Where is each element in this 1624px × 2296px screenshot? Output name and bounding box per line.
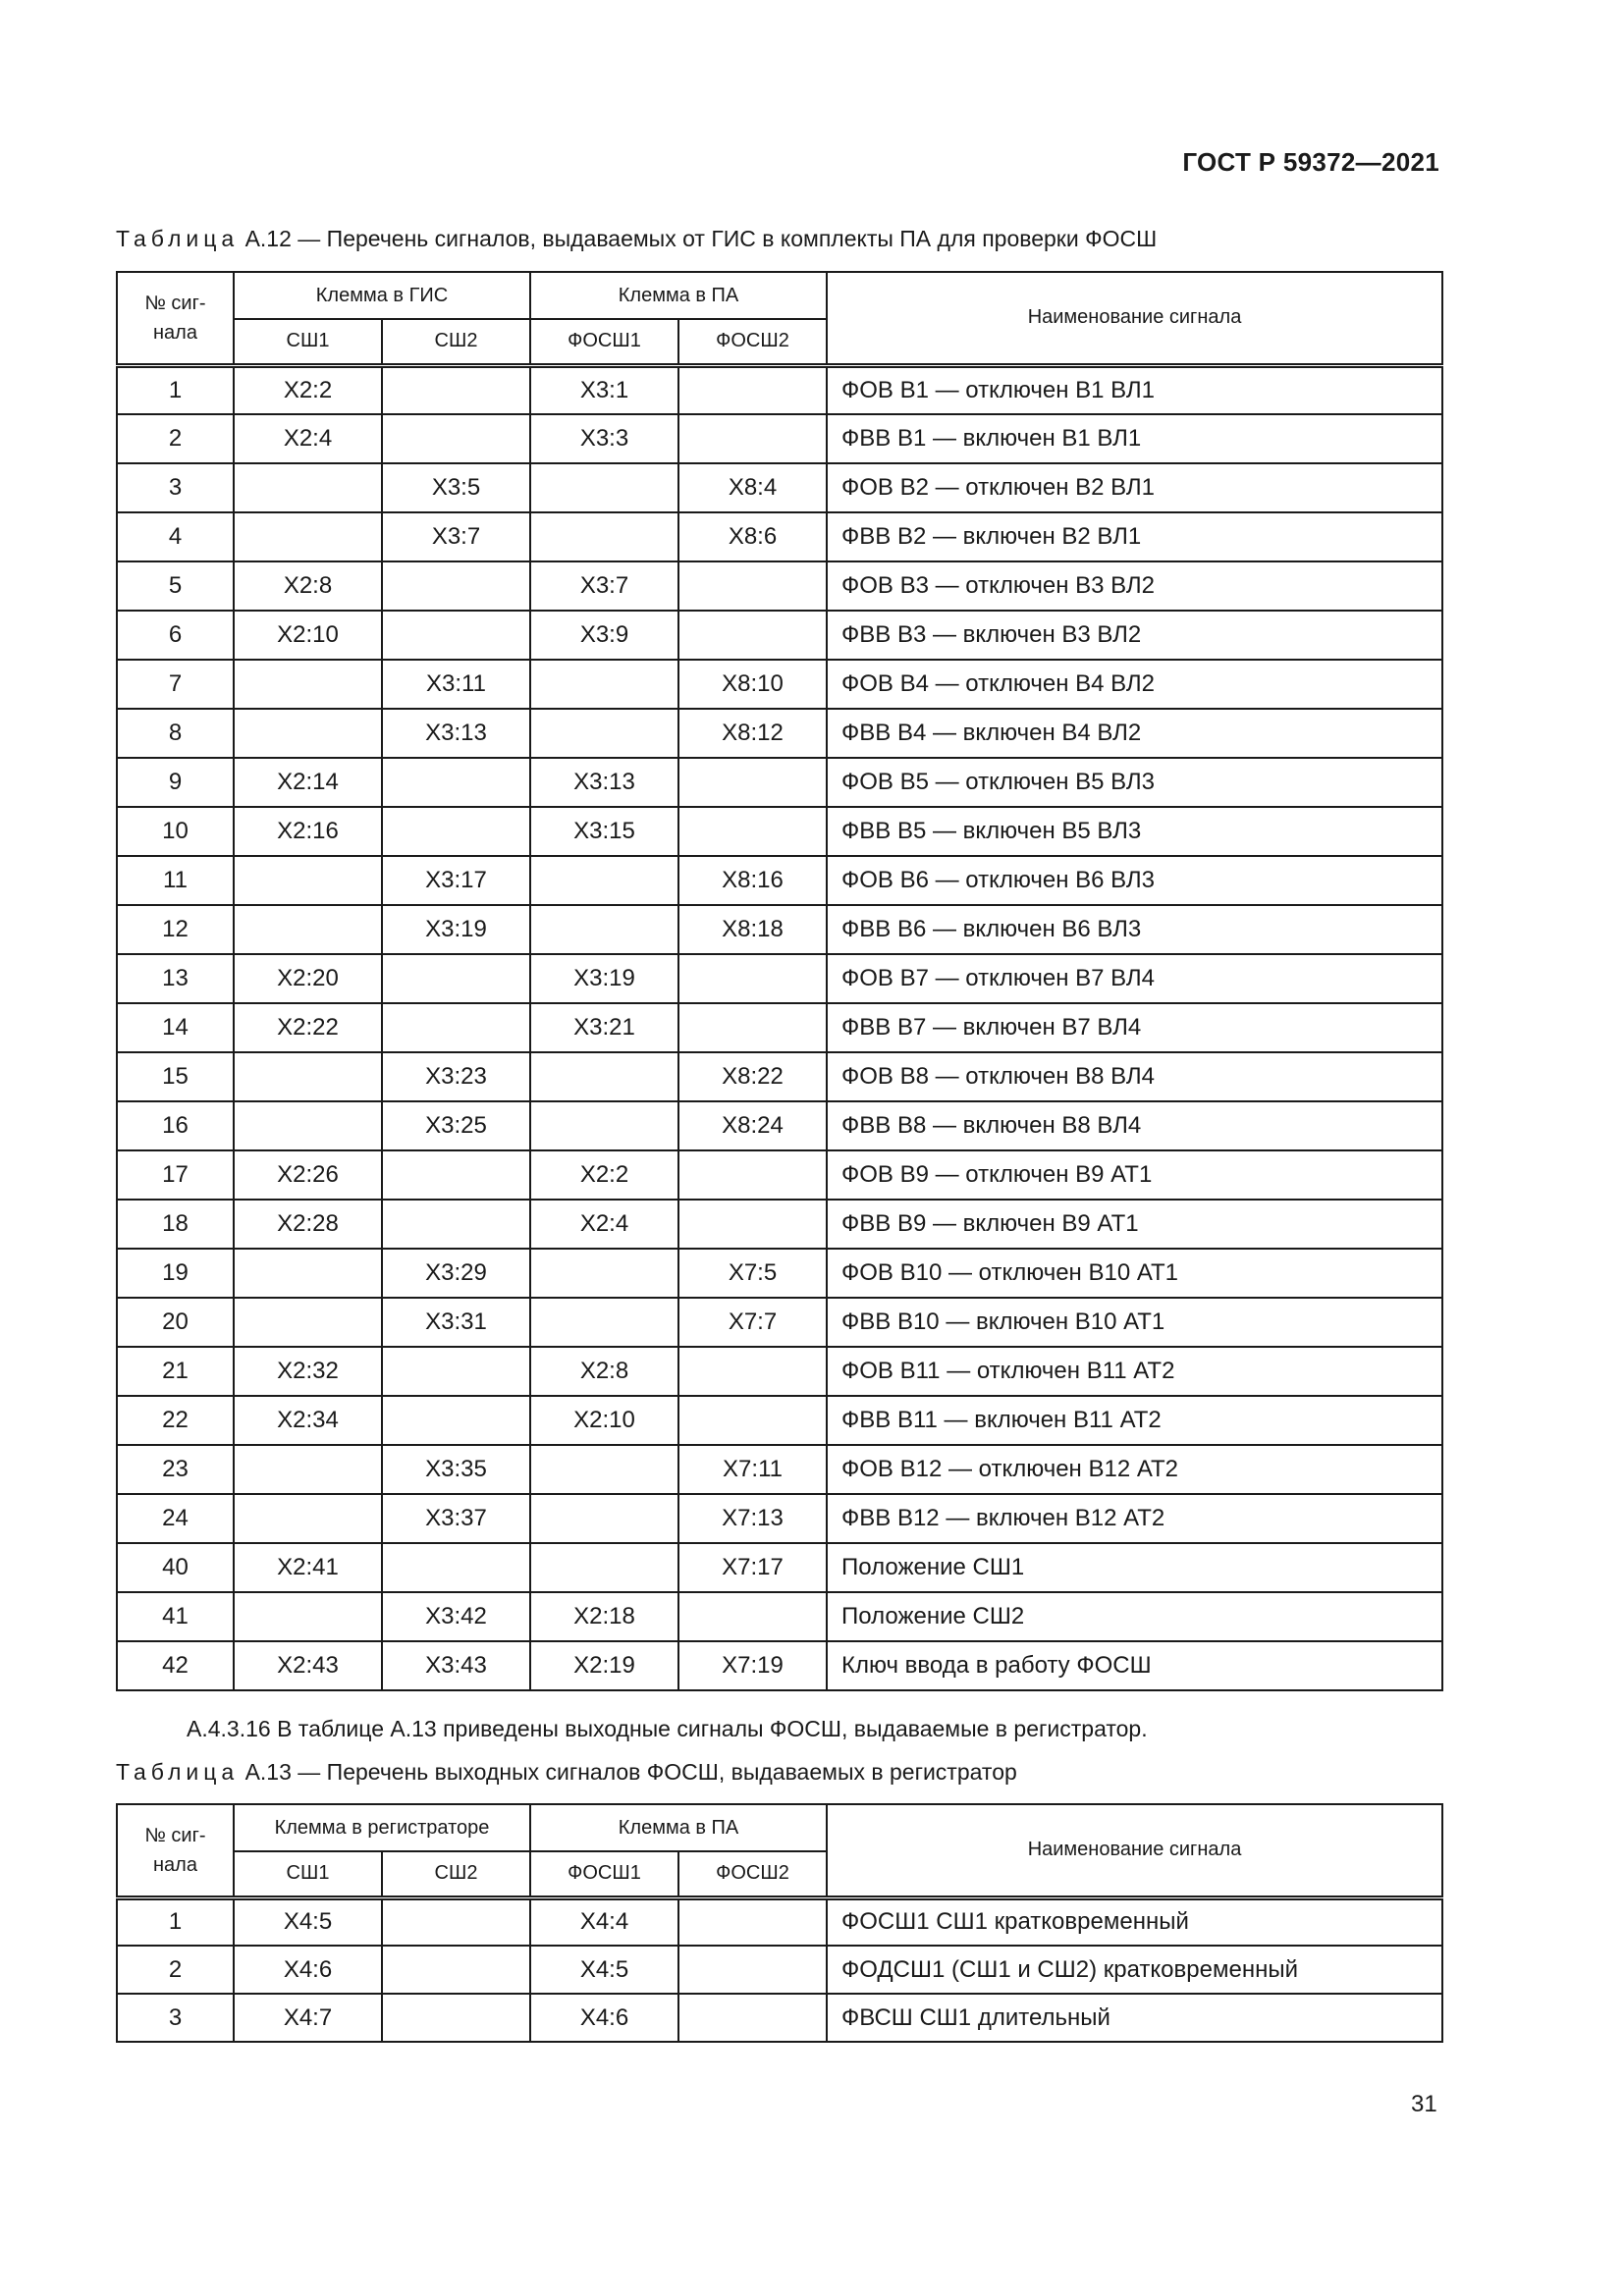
table-row [117, 414, 1442, 463]
terminal-cell: X4:5 [234, 1897, 382, 1946]
signal-number-cell: 10 [117, 807, 234, 856]
terminal-cell [234, 463, 382, 512]
terminal-cell [530, 660, 678, 709]
terminal-cell [678, 1396, 827, 1445]
terminal-cell [678, 1347, 827, 1396]
signal-name-cell: ФВВ В5 — включен В5 ВЛ3 [827, 807, 1442, 856]
terminal-cell: X3:7 [530, 561, 678, 611]
table-row [117, 1052, 1442, 1101]
signal-number-cell: 42 [117, 1641, 234, 1690]
terminal-cell: X4:5 [530, 1946, 678, 1994]
table13-caption [116, 1759, 1017, 1786]
terminal-cell: X8:18 [678, 905, 827, 954]
terminal-cell: X4:4 [530, 1897, 678, 1946]
signal-name-cell: ФВВ В11 — включен В11 АТ2 [827, 1396, 1442, 1445]
terminal-cell: X3:29 [382, 1249, 530, 1298]
table-row [117, 1396, 1442, 1445]
terminal-cell [678, 611, 827, 660]
terminal-cell [234, 905, 382, 954]
signal-name-cell: ФВВ В12 — включен В12 АТ2 [827, 1494, 1442, 1543]
terminal-cell: X3:5 [382, 463, 530, 512]
signal-number-cell: 3 [117, 1994, 234, 2042]
table13 [116, 1803, 1443, 2043]
signal-name-cell: ФОВ В4 — отключен В4 ВЛ2 [827, 660, 1442, 709]
col-header-sub: ФОСШ1 [530, 319, 678, 365]
terminal-cell: X8:22 [678, 1052, 827, 1101]
signal-name-cell: ФОВ В1 — отключен В1 ВЛ1 [827, 365, 1442, 414]
signal-name-cell: Положение СШ1 [827, 1543, 1442, 1592]
terminal-cell: X3:25 [382, 1101, 530, 1150]
terminal-cell: X3:23 [382, 1052, 530, 1101]
terminal-cell: X3:15 [530, 807, 678, 856]
signal-name-cell: ФВВ В2 — включен В2 ВЛ1 [827, 512, 1442, 561]
terminal-cell [678, 1003, 827, 1052]
terminal-cell [234, 1249, 382, 1298]
terminal-cell: X2:34 [234, 1396, 382, 1445]
terminal-cell [382, 561, 530, 611]
terminal-cell [678, 807, 827, 856]
table-row [117, 1592, 1442, 1641]
terminal-cell: X2:32 [234, 1347, 382, 1396]
terminal-cell: X2:4 [530, 1200, 678, 1249]
terminal-cell [530, 512, 678, 561]
terminal-cell: X2:20 [234, 954, 382, 1003]
terminal-cell [382, 414, 530, 463]
table-row [117, 1641, 1442, 1690]
table-row [117, 660, 1442, 709]
table12 [116, 271, 1443, 1691]
table-row [117, 1200, 1442, 1249]
table13-caption-text: А.13 — Перечень выходных сигналов ФОСШ, выдаваемых в регистратор [244, 1759, 1017, 1785]
terminal-cell: X2:41 [234, 1543, 382, 1592]
signal-number-cell: 12 [117, 905, 234, 954]
terminal-cell: X2:10 [234, 611, 382, 660]
signal-number-cell: 40 [117, 1543, 234, 1592]
terminal-cell [234, 1445, 382, 1494]
terminal-cell: X2:26 [234, 1150, 382, 1200]
signal-name-cell: ФОВ В8 — отключен В8 ВЛ4 [827, 1052, 1442, 1101]
signal-number-cell: 41 [117, 1592, 234, 1641]
signal-number-cell: 19 [117, 1249, 234, 1298]
col-header-sub: ФОСШ2 [678, 319, 827, 365]
table-row [117, 1494, 1442, 1543]
terminal-cell [678, 414, 827, 463]
col-header-sub: СШ1 [234, 1851, 382, 1897]
terminal-cell: X7:17 [678, 1543, 827, 1592]
terminal-cell: X7:13 [678, 1494, 827, 1543]
table-row [117, 1994, 1442, 2042]
signal-number-cell: 14 [117, 1003, 234, 1052]
signal-number-cell: 18 [117, 1200, 234, 1249]
col-header-sub: ФОСШ1 [530, 1851, 678, 1897]
col-header-signal-name: Наименование сигнала [827, 1804, 1442, 1897]
table-row [117, 954, 1442, 1003]
terminal-cell: X3:43 [382, 1641, 530, 1690]
terminal-cell [530, 1494, 678, 1543]
terminal-cell: X8:16 [678, 856, 827, 905]
terminal-cell [234, 1101, 382, 1150]
terminal-cell: X3:9 [530, 611, 678, 660]
terminal-cell: X3:19 [382, 905, 530, 954]
terminal-cell [382, 1347, 530, 1396]
terminal-cell [678, 1994, 827, 2042]
signal-name-cell: ФВВ В4 — включен В4 ВЛ2 [827, 709, 1442, 758]
signal-number-cell: 21 [117, 1347, 234, 1396]
terminal-cell [382, 611, 530, 660]
terminal-cell: X4:7 [234, 1994, 382, 2042]
signal-number-cell: 3 [117, 463, 234, 512]
terminal-cell [234, 1494, 382, 1543]
terminal-cell: X2:2 [530, 1150, 678, 1200]
signal-name-cell: ФОВ В6 — отключен В6 ВЛ3 [827, 856, 1442, 905]
table-row [117, 561, 1442, 611]
signal-number-cell: 11 [117, 856, 234, 905]
signal-number-cell: 22 [117, 1396, 234, 1445]
signal-name-cell: ФВВ В1 — включен В1 ВЛ1 [827, 414, 1442, 463]
signal-number-cell: 1 [117, 365, 234, 414]
terminal-cell [678, 1200, 827, 1249]
terminal-cell: X3:1 [530, 365, 678, 414]
table-row [117, 1946, 1442, 1994]
col-header-sub: СШ2 [382, 319, 530, 365]
col-header-number: № сиг- нала [117, 272, 234, 365]
col-header-number: № сиг- нала [117, 1804, 234, 1897]
signal-number-cell: 23 [117, 1445, 234, 1494]
terminal-cell [382, 1946, 530, 1994]
terminal-cell: X2:16 [234, 807, 382, 856]
table-row [117, 856, 1442, 905]
signal-name-cell: ФОВ В3 — отключен В3 ВЛ2 [827, 561, 1442, 611]
col-header-sub: СШ2 [382, 1851, 530, 1897]
terminal-cell: X8:24 [678, 1101, 827, 1150]
signal-number-cell: 5 [117, 561, 234, 611]
terminal-cell [530, 1298, 678, 1347]
terminal-cell [382, 1150, 530, 1200]
terminal-cell [530, 463, 678, 512]
terminal-cell [678, 758, 827, 807]
table-row [117, 1298, 1442, 1347]
terminal-cell [234, 660, 382, 709]
terminal-cell: X8:4 [678, 463, 827, 512]
signal-name-cell: ФОВ В10 — отключен В10 АТ1 [827, 1249, 1442, 1298]
table-row [117, 1347, 1442, 1396]
terminal-cell: X2:28 [234, 1200, 382, 1249]
terminal-cell: X3:42 [382, 1592, 530, 1641]
signal-name-cell: ФОВ В11 — отключен В11 АТ2 [827, 1347, 1442, 1396]
signal-name-cell: ФВВ В10 — включен В10 АТ1 [827, 1298, 1442, 1347]
terminal-cell [530, 1543, 678, 1592]
terminal-cell [234, 709, 382, 758]
terminal-cell: X2:43 [234, 1641, 382, 1690]
signal-number-cell: 9 [117, 758, 234, 807]
signal-name-cell: ФВВ В8 — включен В8 ВЛ4 [827, 1101, 1442, 1150]
terminal-cell: X8:10 [678, 660, 827, 709]
signal-name-cell: Положение СШ2 [827, 1592, 1442, 1641]
col-header-sub: СШ1 [234, 319, 382, 365]
terminal-cell [382, 1897, 530, 1946]
terminal-cell: X7:19 [678, 1641, 827, 1690]
col-header-group-pa: Клемма в ПА [530, 272, 827, 319]
signal-number-cell: 1 [117, 1897, 234, 1946]
signal-name-cell: ФОВ В7 — отключен В7 ВЛ4 [827, 954, 1442, 1003]
table-row [117, 709, 1442, 758]
terminal-cell [382, 1396, 530, 1445]
terminal-cell: X2:8 [530, 1347, 678, 1396]
terminal-cell [530, 1249, 678, 1298]
signal-number-cell: 4 [117, 512, 234, 561]
signal-name-cell: ФВВ В9 — включен В9 АТ1 [827, 1200, 1442, 1249]
table12-caption [116, 226, 1157, 252]
signal-number-cell: 13 [117, 954, 234, 1003]
signal-name-cell: ФОВ В12 — отключен В12 АТ2 [827, 1445, 1442, 1494]
table12-caption-text: А.12 — Перечень сигналов, выдаваемых от ГИС в комплекты ПА для проверки ФОСШ [244, 226, 1158, 251]
table-row [117, 905, 1442, 954]
table-row [117, 758, 1442, 807]
terminal-cell: X3:31 [382, 1298, 530, 1347]
standard-code: ГОСТ Р 59372—2021 [1182, 147, 1439, 177]
terminal-cell [234, 1298, 382, 1347]
terminal-cell [678, 1946, 827, 1994]
table-row [117, 512, 1442, 561]
terminal-cell [234, 512, 382, 561]
signal-name-cell: ФВВ В6 — включен В6 ВЛ3 [827, 905, 1442, 954]
terminal-cell: X2:2 [234, 365, 382, 414]
terminal-cell [530, 1052, 678, 1101]
terminal-cell [530, 709, 678, 758]
terminal-cell [678, 365, 827, 414]
terminal-cell: X4:6 [530, 1994, 678, 2042]
table-row [117, 1003, 1442, 1052]
terminal-cell: X3:3 [530, 414, 678, 463]
table-row [117, 463, 1442, 512]
terminal-cell [678, 1897, 827, 1946]
terminal-cell [234, 1592, 382, 1641]
col-header-group-pa: Клемма в ПА [530, 1804, 827, 1851]
terminal-cell: X2:8 [234, 561, 382, 611]
signal-number-cell: 20 [117, 1298, 234, 1347]
terminal-cell: X3:37 [382, 1494, 530, 1543]
table-row [117, 1101, 1442, 1150]
terminal-cell: X7:11 [678, 1445, 827, 1494]
terminal-cell: X7:5 [678, 1249, 827, 1298]
terminal-cell [382, 1200, 530, 1249]
table12-caption-label: Таблица [116, 226, 240, 251]
signal-name-cell: ФОДСШ1 (СШ1 и СШ2) кратковременный [827, 1946, 1442, 1994]
signal-number-cell: 2 [117, 414, 234, 463]
terminal-cell [382, 758, 530, 807]
signal-number-cell: 24 [117, 1494, 234, 1543]
terminal-cell: X2:22 [234, 1003, 382, 1052]
table-row [117, 611, 1442, 660]
terminal-cell [382, 954, 530, 1003]
signal-number-cell: 8 [117, 709, 234, 758]
terminal-cell: X7:7 [678, 1298, 827, 1347]
signal-number-cell: 6 [117, 611, 234, 660]
terminal-cell: X2:18 [530, 1592, 678, 1641]
table-row [117, 1249, 1442, 1298]
terminal-cell: X3:13 [530, 758, 678, 807]
terminal-cell [382, 1994, 530, 2042]
col-header-group-registrar: Клемма в регистраторе [234, 1804, 530, 1851]
terminal-cell: X3:13 [382, 709, 530, 758]
table-row [117, 1150, 1442, 1200]
terminal-cell: X2:14 [234, 758, 382, 807]
terminal-cell: X8:12 [678, 709, 827, 758]
terminal-cell: X3:35 [382, 1445, 530, 1494]
terminal-cell [678, 1592, 827, 1641]
terminal-cell: X3:21 [530, 1003, 678, 1052]
terminal-cell [678, 954, 827, 1003]
terminal-cell [234, 856, 382, 905]
terminal-cell [382, 807, 530, 856]
signal-name-cell: Ключ ввода в работу ФОСШ [827, 1641, 1442, 1690]
terminal-cell [530, 856, 678, 905]
terminal-cell [234, 1052, 382, 1101]
terminal-cell: X4:6 [234, 1946, 382, 1994]
terminal-cell [678, 1150, 827, 1200]
terminal-cell [530, 1445, 678, 1494]
terminal-cell [678, 561, 827, 611]
table13-caption-label: Таблица [116, 1759, 240, 1785]
terminal-cell: X2:10 [530, 1396, 678, 1445]
col-header-signal-name: Наименование сигнала [827, 272, 1442, 365]
signal-number-cell: 15 [117, 1052, 234, 1101]
terminal-cell [382, 365, 530, 414]
table-row [117, 1897, 1442, 1946]
terminal-cell: X2:19 [530, 1641, 678, 1690]
signal-number-cell: 2 [117, 1946, 234, 1994]
signal-number-cell: 16 [117, 1101, 234, 1150]
table-row [117, 365, 1442, 414]
terminal-cell: X8:6 [678, 512, 827, 561]
signal-name-cell: ФОСШ1 СШ1 кратковременный [827, 1897, 1442, 1946]
terminal-cell: X3:19 [530, 954, 678, 1003]
paragraph-a4316: А.4.3.16 В таблице А.13 приведены выходные сигналы ФОСШ, выдаваемые в регистратор. [187, 1716, 1148, 1741]
col-header-sub: ФОСШ2 [678, 1851, 827, 1897]
terminal-cell: X3:17 [382, 856, 530, 905]
signal-name-cell: ФОВ В5 — отключен В5 ВЛ3 [827, 758, 1442, 807]
table-row [117, 1445, 1442, 1494]
signal-name-cell: ФОВ В2 — отключен В2 ВЛ1 [827, 463, 1442, 512]
col-header-group-gis: Клемма в ГИС [234, 272, 530, 319]
signal-name-cell: ФВВ В7 — включен В7 ВЛ4 [827, 1003, 1442, 1052]
signal-name-cell: ФВСШ СШ1 длительный [827, 1994, 1442, 2042]
terminal-cell [382, 1543, 530, 1592]
table-row [117, 1543, 1442, 1592]
terminal-cell: X3:11 [382, 660, 530, 709]
terminal-cell [530, 905, 678, 954]
signal-name-cell: ФВВ В3 — включен В3 ВЛ2 [827, 611, 1442, 660]
terminal-cell [530, 1101, 678, 1150]
signal-number-cell: 7 [117, 660, 234, 709]
terminal-cell [382, 1003, 530, 1052]
signal-number-cell: 17 [117, 1150, 234, 1200]
terminal-cell: X3:7 [382, 512, 530, 561]
page-number: 31 [1411, 2091, 1437, 2117]
signal-name-cell: ФОВ В9 — отключен В9 АТ1 [827, 1150, 1442, 1200]
table-row [117, 807, 1442, 856]
terminal-cell: X2:4 [234, 414, 382, 463]
